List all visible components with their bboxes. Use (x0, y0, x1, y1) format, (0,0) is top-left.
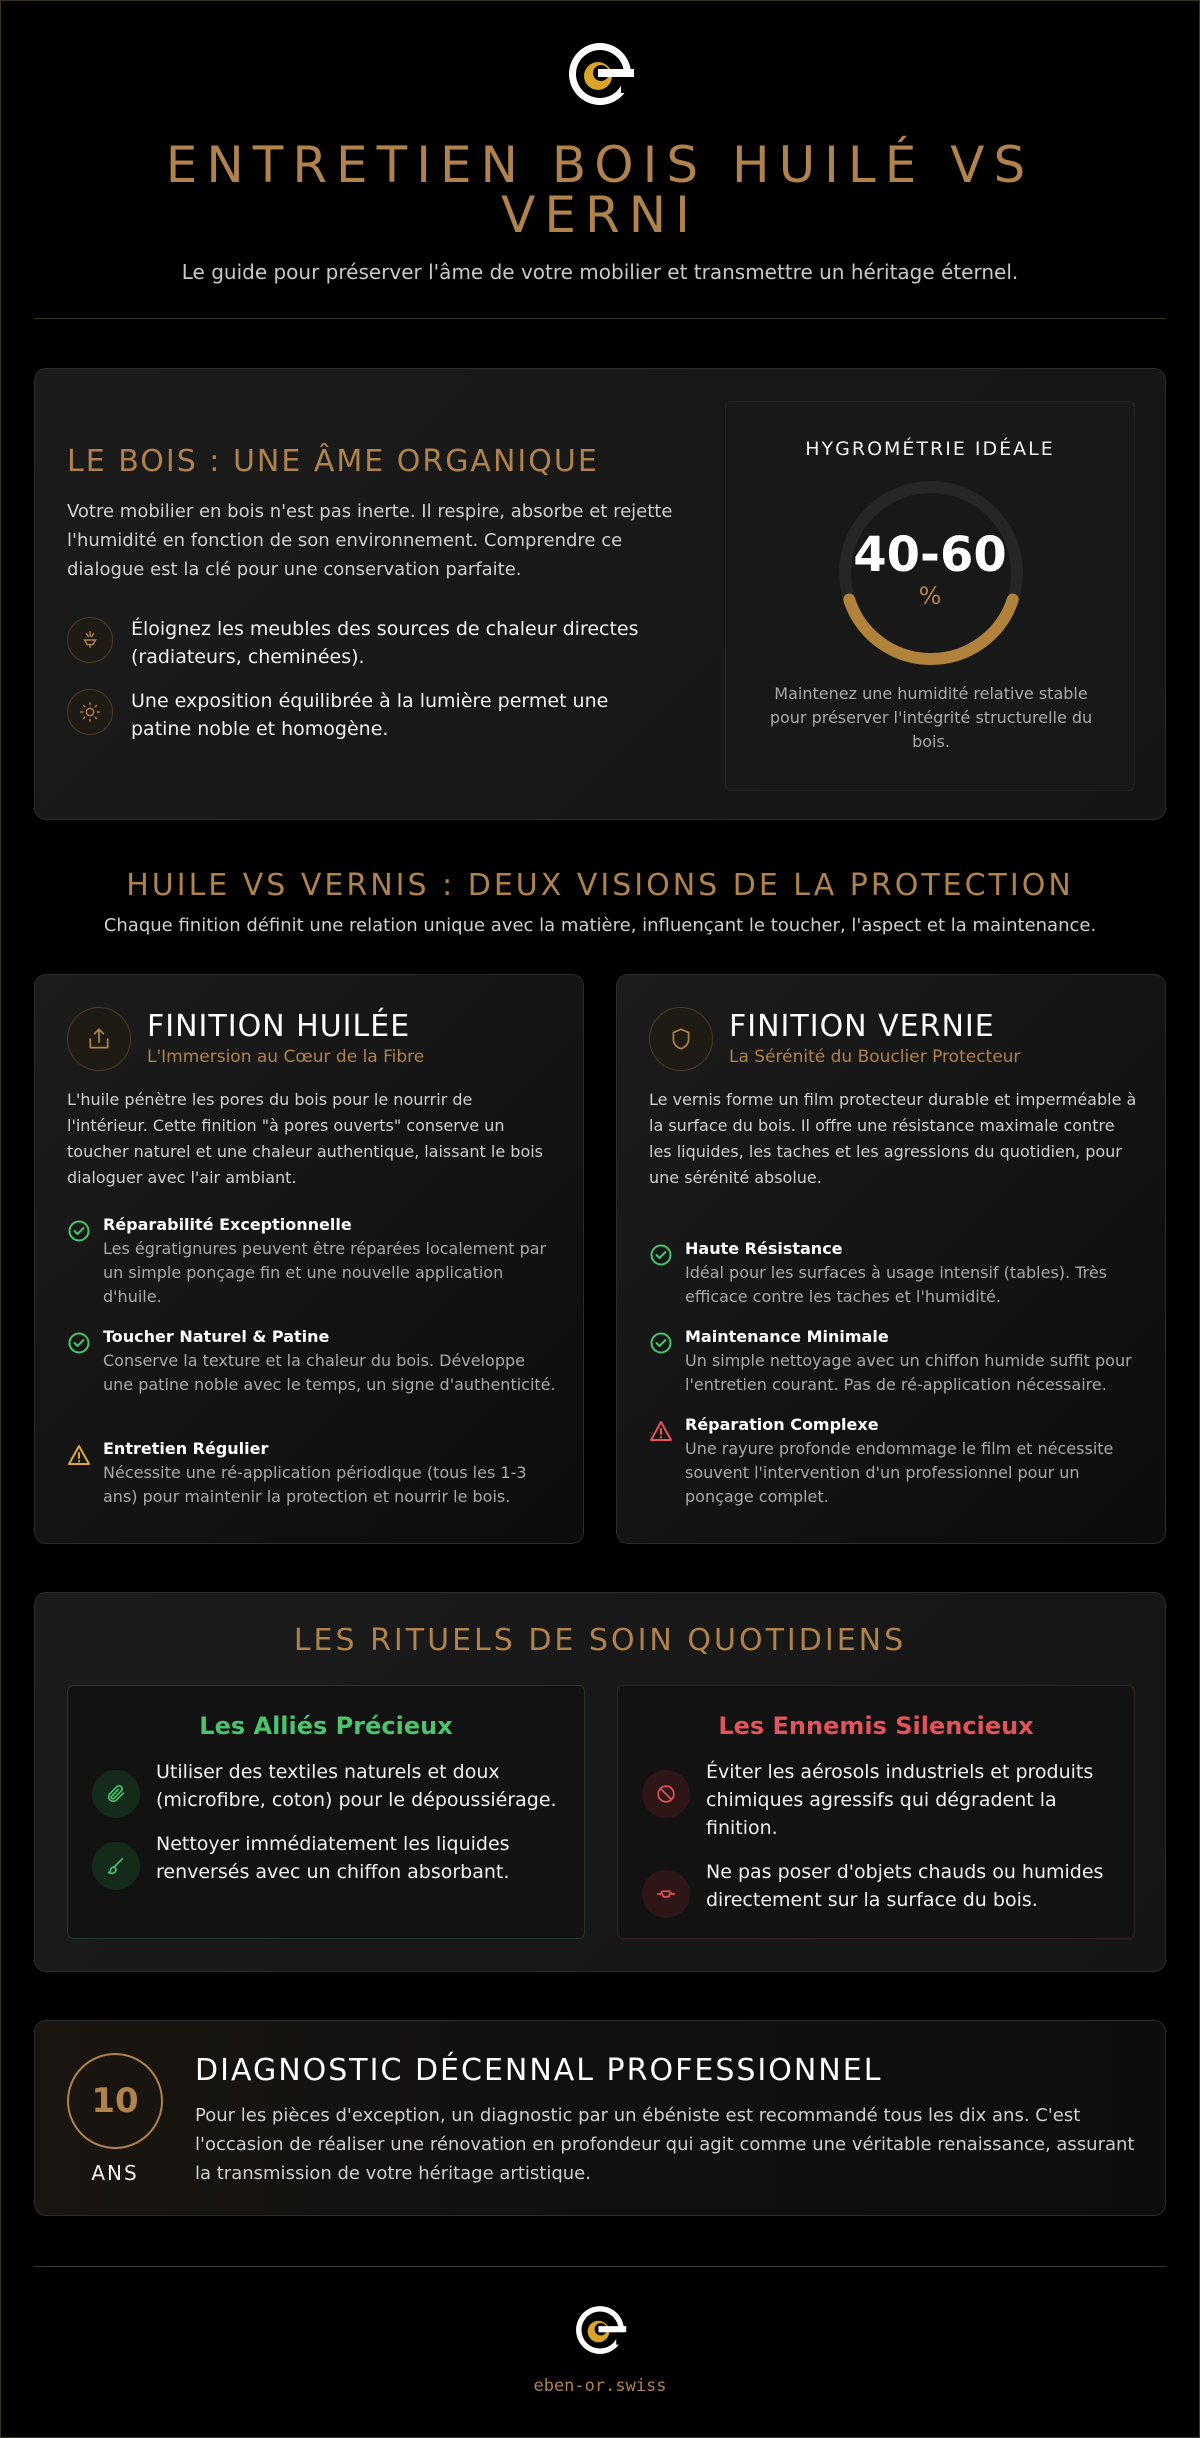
diagnostic-card (34, 2020, 1166, 2216)
ally-text: Utiliser des textiles naturels et doux (microfibre, coton) pour le dépoussiérage. (156, 1761, 557, 1811)
hygrometry-value: 40-60 (853, 527, 1007, 583)
wood-intro-card (34, 368, 1166, 820)
page-subtitle: Le guide pour préserver l'âme de votre mobilier et transmettre un héritage éternel. (181, 260, 1019, 284)
feature-desc: Nécessite une ré-application périodique (tous les 1-3 ans) pour maintenir la protection et nourrir le bois. (103, 1463, 527, 1506)
allies-panel (67, 1685, 585, 1939)
enemies-panel (617, 1685, 1135, 1939)
tip-text: Une exposition équilibrée à la lumière permet une patine noble et homogène. (131, 690, 609, 740)
tip-text: Éloignez les meubles des sources de chaleur directes (radiateurs, cheminées). (131, 618, 639, 668)
intro-text: Votre mobilier en bois n'est pas inerte. Il respire, absorbe et rejette l'humidité en fonction de son environnement. Comprendre ce dialogue est la clé pour une conservation parfaite. (67, 501, 673, 580)
feature-desc: Les égratignures peuvent être réparées localement par un simple ponçage fin et une nouvelle application d'huile. (103, 1239, 547, 1306)
feature-desc: Idéal pour les surfaces à usage intensif (tables). Très efficace contre les taches et l'humidité. (685, 1263, 1108, 1306)
hygrometry-title: HYGROMÉTRIE IDÉALE (805, 438, 1055, 460)
footer-website-link[interactable]: eben-or.swiss (533, 2376, 667, 2396)
varnish-finish-card (616, 974, 1166, 1544)
comparison-title: HUILE VS VERNIS : DEUX VISIONS DE LA PROTECTION (126, 868, 1074, 903)
rituals-title: LES RITUELS DE SOIN QUOTIDIENS (293, 1623, 907, 1658)
feature-name: Haute Résistance (685, 1239, 843, 1258)
hot-object-icon (642, 1870, 690, 1918)
feature-desc: Un simple nettoyage avec un chiffon humide suffit pour l'entretien courant. Pas de ré-application nécessaire. (685, 1351, 1132, 1394)
header-divider (34, 318, 1166, 319)
varnish-text: Le vernis forme un film protecteur durable et imperméable à la surface du bois. Il offre une résistance maximale contre les liquides, les taches et les agressions du quotidien, pour une sérénité absolue. (649, 1090, 1137, 1187)
danger-triangle-icon (649, 1419, 673, 1443)
comparison-subtitle: Chaque finition définit une relation unique avec la matière, influençant le toucher, l'aspect et la maintenance. (103, 915, 1097, 936)
years-badge: 10 (67, 2053, 163, 2149)
check-circle-icon (67, 1331, 91, 1355)
check-circle-icon (649, 1331, 673, 1355)
hygrometry-note: Maintenez une humidité relative stable pour préserver l'intégrité structurelle du bois. (769, 684, 1093, 751)
eben-or-logo-icon (573, 2302, 627, 2358)
feature-name: Réparation Complexe (685, 1415, 879, 1434)
feature-desc: Une rayure profonde endommage le film et nécessite souvent l'intervention d'un professionnel pour un ponçage complet. (685, 1439, 1114, 1506)
hygrometry-unit: % (918, 582, 942, 610)
share-upload-icon (67, 1007, 131, 1071)
check-circle-icon (649, 1243, 673, 1267)
footer-divider (34, 2266, 1166, 2267)
paperclip-icon (92, 1770, 140, 1818)
allies-title: Les Alliés Précieux (199, 1712, 453, 1740)
diagnostic-title: DIAGNOSTIC DÉCENNAL PROFESSIONNEL (195, 2053, 883, 2088)
check-circle-icon (67, 1219, 91, 1243)
oil-subtitle: L'Immersion au Cœur de la Fibre (147, 1047, 425, 1067)
enemy-text: Éviter les aérosols industriels et produits chimiques agressifs qui dégradent la finition. (706, 1761, 1094, 1839)
enemies-title: Les Ennemis Silencieux (718, 1712, 1034, 1740)
hygrometry-panel (725, 401, 1135, 791)
brush-icon (92, 1842, 140, 1890)
warning-triangle-icon (67, 1443, 91, 1467)
eben-or-logo-icon (565, 38, 635, 110)
forbidden-icon (642, 1770, 690, 1818)
sun-icon (67, 689, 113, 735)
rituals-card (34, 1592, 1166, 1972)
shield-icon (649, 1007, 713, 1071)
feature-name: Réparabilité Exceptionnelle (103, 1215, 352, 1234)
oil-title: FINITION HUILÉE (147, 1009, 411, 1044)
varnish-subtitle: La Sérénité du Bouclier Protecteur (729, 1047, 1021, 1067)
page-title: ENTRETIEN BOIS HUILÉ VS VERNI (165, 136, 1035, 244)
feature-name: Entretien Régulier (103, 1439, 269, 1458)
diagnostic-text: Pour les pièces d'exception, un diagnostic par un ébéniste est recommandé tous les dix ans. C'est l'occasion de réaliser une rénovation en profondeur qui agit comme une véritable renaissance, assurant la transmission de votre héritage artistique. (195, 2105, 1135, 2184)
oil-finish-card (34, 974, 584, 1544)
varnish-title: FINITION VERNIE (729, 1009, 995, 1044)
intro-title: LE BOIS : UNE ÂME ORGANIQUE (67, 444, 599, 479)
feature-desc: Conserve la texture et la chaleur du bois. Développe une patine noble avec le temps, un signe d'authenticité. (103, 1351, 556, 1394)
feature-name: Toucher Naturel & Patine (103, 1327, 330, 1346)
enemy-text: Ne pas poser d'objets chauds ou humides directement sur la surface du bois. (706, 1861, 1104, 1911)
years-badge-label: ANS (91, 2161, 139, 2185)
ally-text: Nettoyer immédiatement les liquides renversés avec un chiffon absorbant. (156, 1833, 510, 1883)
heat-source-icon (67, 617, 113, 663)
oil-text: L'huile pénètre les pores du bois pour le nourrir de l'intérieur. Cette finition "à pores ouverts" conserve un toucher naturel et une chaleur authentique, laissant le bois dialoguer avec l'air ambiant. (67, 1090, 544, 1187)
feature-name: Maintenance Minimale (685, 1327, 889, 1346)
